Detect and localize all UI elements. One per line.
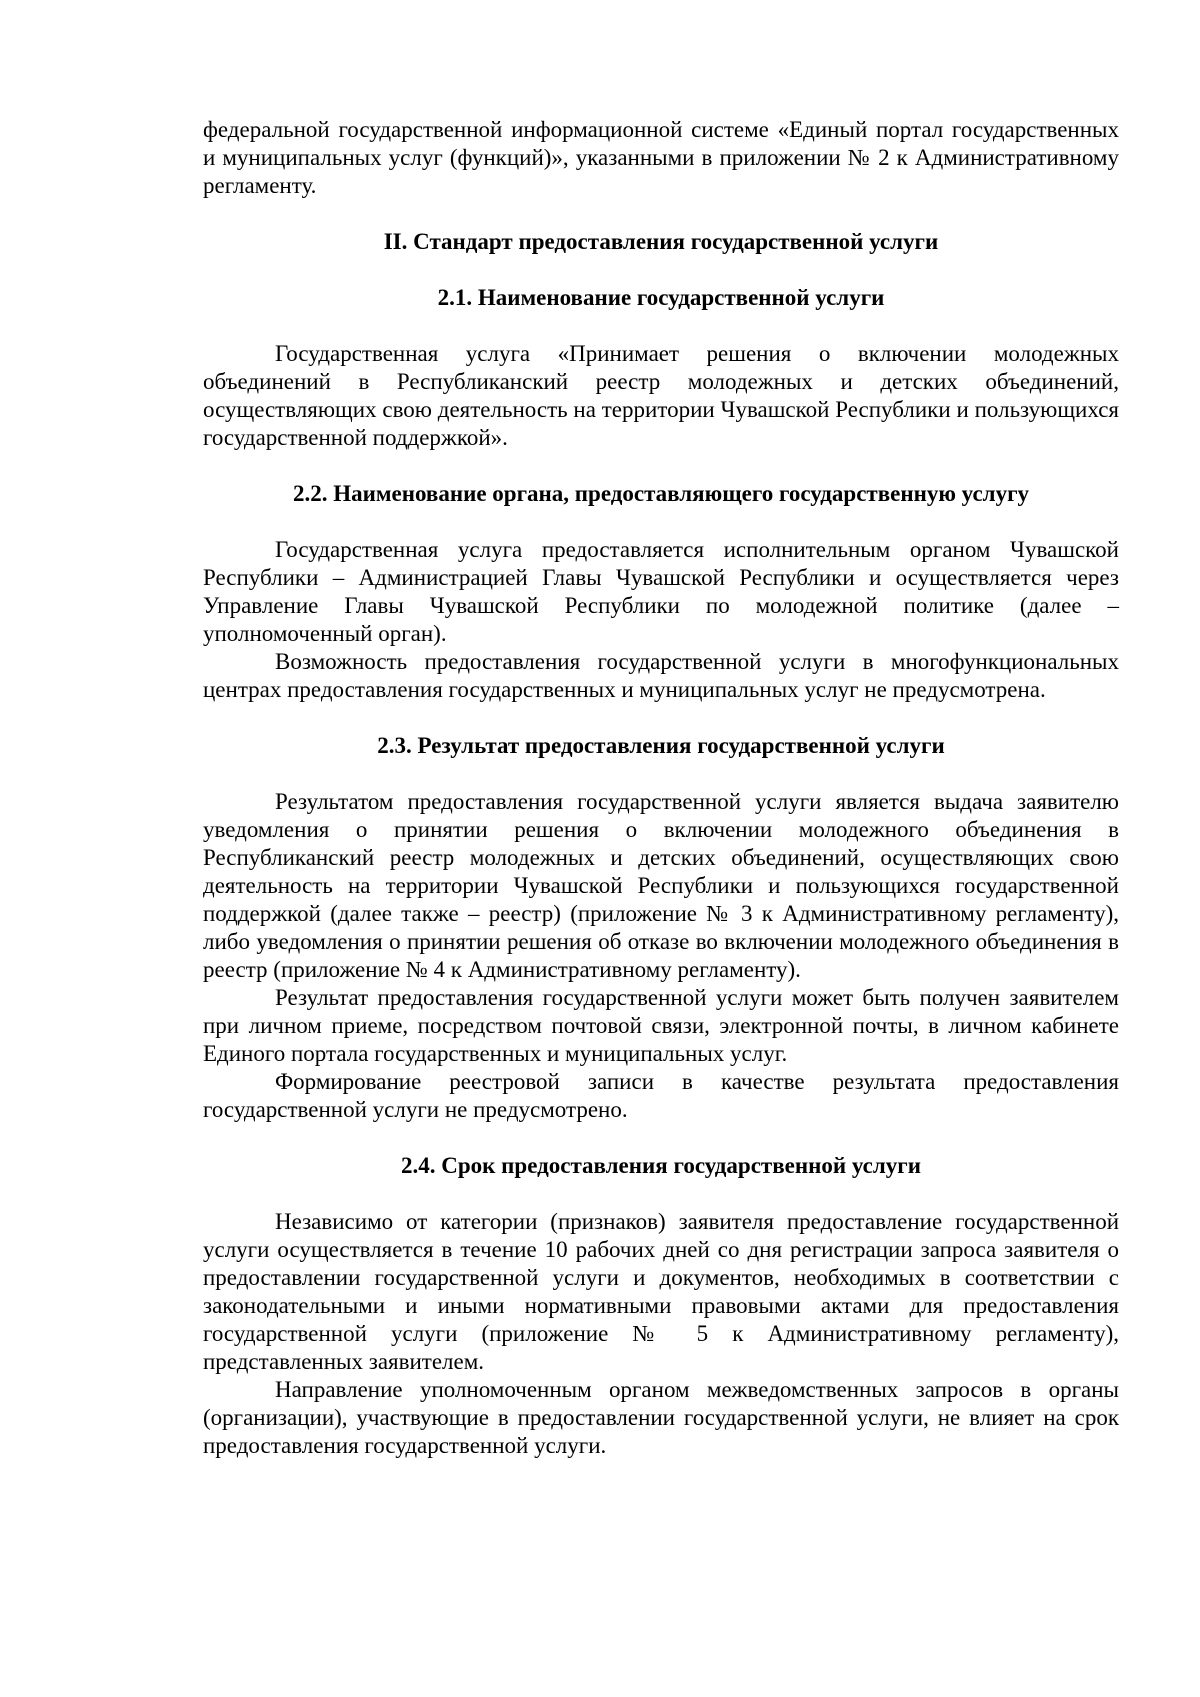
document-body (203, 116, 1119, 1460)
section-paragraph: Направление уполномоченным органом межведомственных запросов в органы (организации), участвующие в предоставлении государственной услуги, не влияет на срок предоставления государственной услуги. (203, 1377, 1119, 1458)
section-title: 2.2. Наименование органа, предоставляющего государственную услугу (292, 481, 1030, 506)
intro-paragraph: федеральной государственной информационной системе «Единый портал государственных и муниципальных услуг (функций)», указанными в приложении № 2 к Административному регламенту. (203, 117, 1119, 198)
section-2-3 (203, 732, 1119, 1124)
section-paragraph: Независимо от категории (признаков) заявителя предоставление государственной услуги осуществляется в течение 10 рабочих дней со дня регистрации запроса заявителя о предоставлении государственной услуги и документов, необходимых в соответствии с законодательными и иными нормативными правовыми актами для предоставления государственной услуги (приложение № 5 к Административному регламенту), представленных заявителем. (203, 1209, 1119, 1374)
section-title: 2.3. Результат предоставления государственной услуги (377, 733, 945, 758)
chapter-title: II. Стандарт предоставления государственной услуги (383, 229, 939, 254)
section-paragraph: Государственная услуга «Принимает решения о включении молодежных объединений в Республиканский реестр молодежных и детских объединений, осуществляющих свою деятельность на территории Чувашской Республики и пользующихся государственной поддержкой». (203, 341, 1119, 450)
section-paragraph: Результатом предоставления государственной услуги является выдача заявителю уведомления о принятии решения о включении молодежного объединения в Республиканский реестр молодежных и детских объединений, осуществляющих свою деятельность на территории Чувашской Республики и пользующихся государственной поддержкой (далее также – реестр) (приложение № 3 к Административному регламенту), либо уведомления о принятии решения об отказе во включении молодежного объединения в реестр (приложение № 4 к Административному регламенту). (203, 789, 1119, 982)
section-2-4 (203, 1152, 1119, 1460)
section-paragraph: Государственная услуга предоставляется исполнительным органом Чувашской Республики – Администрацией Главы Чувашской Республики и осуществляется через Управление Главы Чувашской Республики по молодежной политике (далее – уполномоченный орган). (203, 537, 1119, 646)
section-title: 2.4. Срок предоставления государственной услуги (401, 1153, 921, 1178)
section-paragraph: Возможность предоставления государственной услуги в многофункциональных центрах предоставления государственных и муниципальных услуг не предусмотрена. (203, 649, 1119, 702)
section-2-2 (203, 480, 1119, 704)
section-title: 2.1. Наименование государственной услуги (437, 285, 885, 310)
section-paragraph: Результат предоставления государственной услуги может быть получен заявителем при личном приеме, посредством почтовой связи, электронной почты, в личном кабинете Единого портала государственных и муниципальных услуг. (203, 985, 1119, 1066)
section-2-1 (203, 284, 1119, 452)
section-paragraph: Формирование реестровой записи в качестве результата предоставления государственной услуги не предусмотрено. (203, 1069, 1119, 1122)
